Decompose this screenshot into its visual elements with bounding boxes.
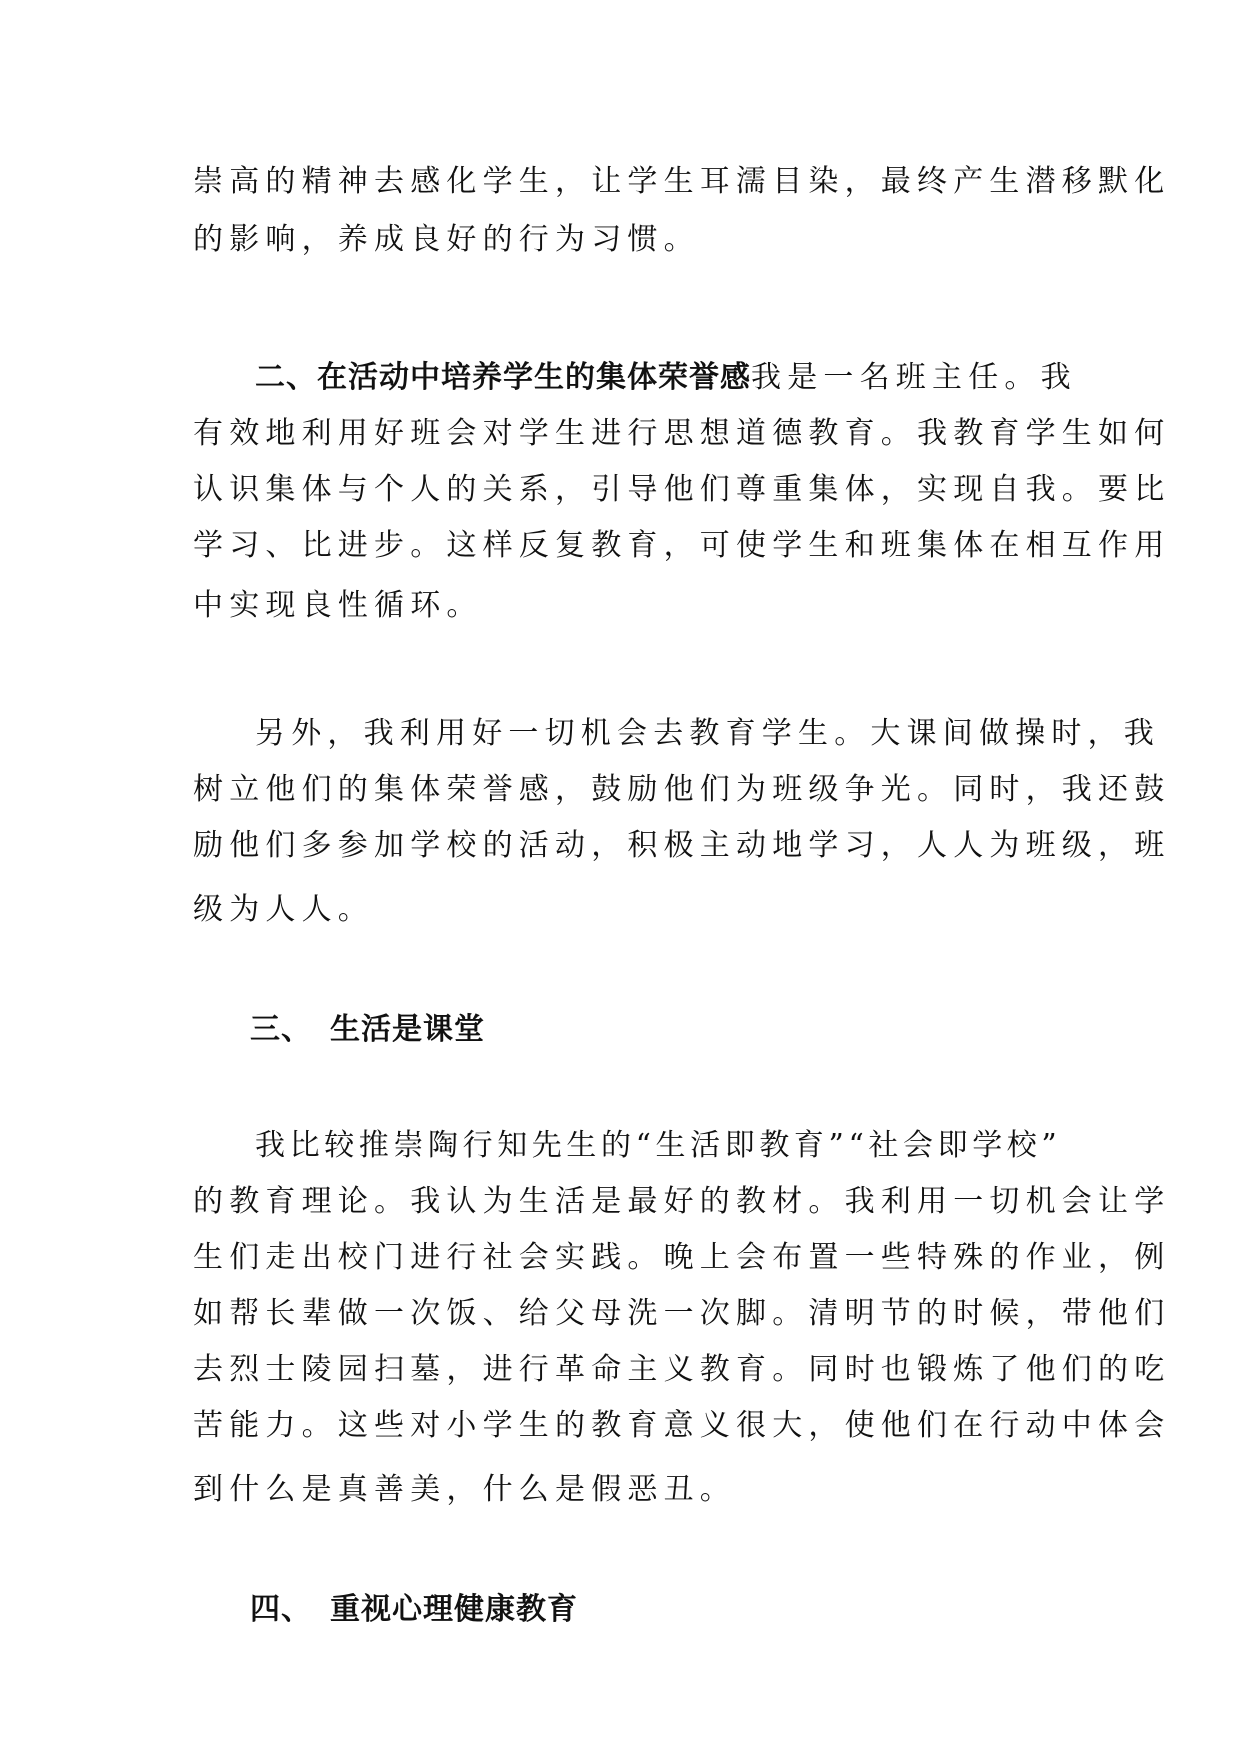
section-number: 三、 bbox=[250, 1012, 312, 1047]
paragraph-line: 认识集体与个人的关系，引导他们尊重集体，实现自我。要比 bbox=[193, 472, 1171, 507]
paragraph-line: 级为人人。 bbox=[193, 892, 374, 927]
section-number: 四、 bbox=[250, 1592, 312, 1627]
section-title: 重视心理健康教育 bbox=[330, 1592, 578, 1627]
paragraph-line: 的影响，养成良好的行为习惯。 bbox=[193, 222, 700, 257]
paragraph-line: 学习、比进步。这样反复教育，可使学生和班集体在相互作用 bbox=[193, 528, 1171, 563]
section-2-first-line bbox=[255, 358, 1077, 398]
paragraph-line: 苦能力。这些对小学生的教育意义很大，使他们在行动中体会 bbox=[193, 1408, 1171, 1443]
paragraph-line: 树立他们的集体荣誉感，鼓励他们为班级争光。同时，我还鼓 bbox=[193, 772, 1171, 807]
paragraph-line: 崇高的精神去感化学生，让学生耳濡目染，最终产生潜移默化 bbox=[193, 164, 1171, 199]
section-2-heading: 二、在活动中培养学生的集体荣誉感 bbox=[255, 360, 751, 395]
paragraph-text: 我是一名班主任。我 bbox=[751, 360, 1077, 395]
paragraph-line: 我比较推崇陶行知先生的“生活即教育”“社会即学校” bbox=[255, 1128, 1062, 1163]
section-title: 生活是课堂 bbox=[330, 1012, 485, 1047]
section-4-heading bbox=[250, 1590, 578, 1630]
paragraph-line: 如帮长辈做一次饭、给父母洗一次脚。清明节的时候，带他们 bbox=[193, 1296, 1171, 1331]
paragraph-line: 另外，我利用好一切机会去教育学生。大课间做操时，我 bbox=[255, 716, 1160, 751]
paragraph-line: 到什么是真善美，什么是假恶丑。 bbox=[193, 1472, 736, 1507]
section-3-heading bbox=[250, 1010, 485, 1050]
paragraph-line: 励他们多参加学校的活动，积极主动地学习，人人为班级，班 bbox=[193, 828, 1171, 863]
paragraph-line: 中实现良性循环。 bbox=[193, 588, 483, 623]
paragraph-line: 去烈士陵园扫墓，进行革命主义教育。同时也锻炼了他们的吃 bbox=[193, 1352, 1171, 1387]
paragraph-line: 的教育理论。我认为生活是最好的教材。我利用一切机会让学 bbox=[193, 1184, 1171, 1219]
paragraph-line: 生们走出校门进行社会实践。晚上会布置一些特殊的作业，例 bbox=[193, 1240, 1171, 1275]
paragraph-line: 有效地利用好班会对学生进行思想道德教育。我教育学生如何 bbox=[193, 416, 1171, 451]
